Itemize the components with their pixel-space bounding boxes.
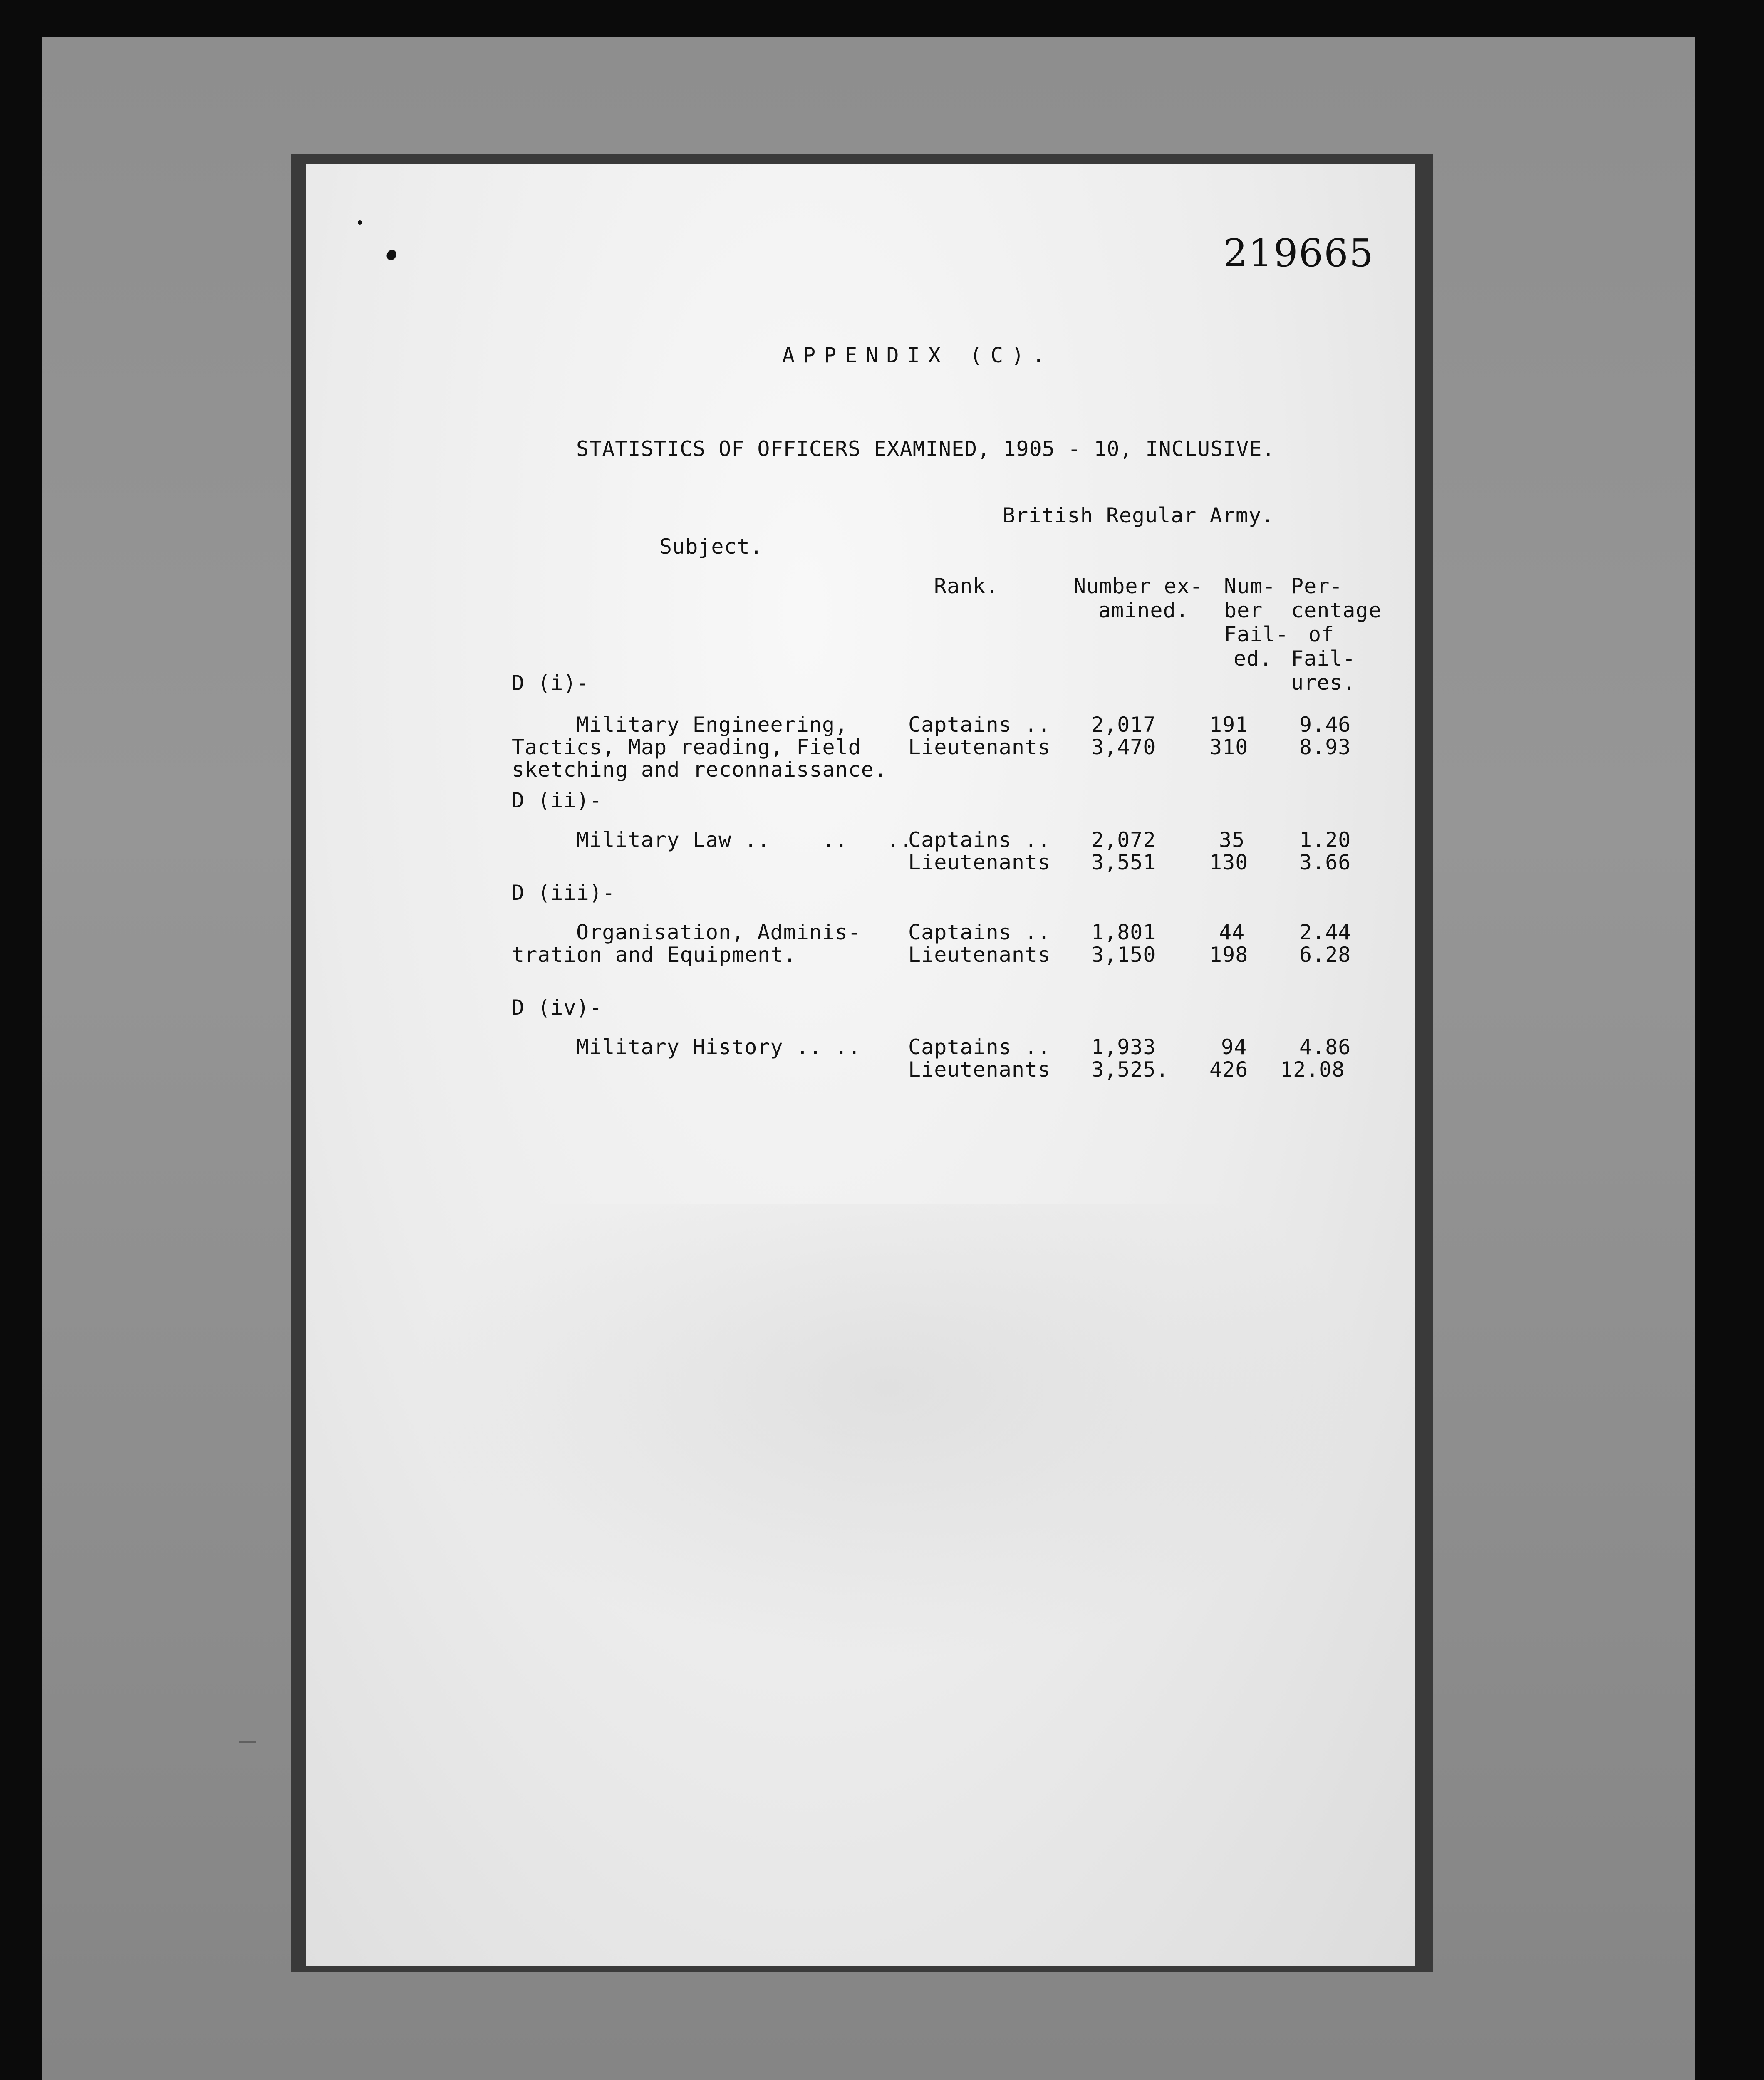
rank-cell: Lieutenants <box>908 850 1051 874</box>
document-number: 219665 <box>1223 231 1375 275</box>
subject-line: Military Law .. .. .. <box>576 828 913 852</box>
failed-cell: 191 <box>1209 713 1249 737</box>
section-label: D (iv)- <box>512 995 602 1020</box>
failed-cell: 310 <box>1209 735 1249 759</box>
subject-line: tration and Equipment. <box>512 943 797 967</box>
examined-cell: 2,017 <box>1091 713 1156 737</box>
examined-cell: 3,470 <box>1091 735 1156 759</box>
document-sheet <box>306 164 1415 1966</box>
army-label: British Regular Army. <box>1003 503 1275 527</box>
number-examined-header-line-1: Number ex- <box>1073 574 1203 598</box>
failed-cell: 198 <box>1209 943 1249 967</box>
percentage-cell: 4.86 <box>1299 1035 1351 1059</box>
section-label: D (ii)- <box>512 788 602 812</box>
number-failed-header-line-2: ber <box>1224 598 1263 622</box>
failed-cell: 130 <box>1209 850 1249 874</box>
examined-cell: 3,150 <box>1091 943 1156 967</box>
rank-cell: Lieutenants <box>908 943 1051 967</box>
film-speck <box>239 1741 256 1743</box>
percentage-cell: 9.46 <box>1299 713 1351 737</box>
failed-cell: 35 <box>1219 828 1245 852</box>
rank-column-header: Rank. <box>934 574 999 598</box>
examined-cell: 3,525. <box>1091 1057 1169 1082</box>
rank-cell: Captains .. <box>908 1035 1051 1059</box>
number-failed-header-line-4: ed. <box>1234 646 1273 671</box>
rank-cell: Lieutenants <box>908 735 1051 759</box>
percentage-cell: 12.08 <box>1280 1057 1345 1082</box>
failed-cell: 426 <box>1209 1057 1249 1082</box>
percentage-cell: 1.20 <box>1299 828 1351 852</box>
percentage-header-line-3: of <box>1308 622 1335 646</box>
film-speck <box>358 220 362 225</box>
percentage-cell: 8.93 <box>1299 735 1351 759</box>
rank-cell: Captains .. <box>908 920 1051 944</box>
examined-cell: 1,801 <box>1091 920 1156 944</box>
rank-cell: Captains .. <box>908 713 1051 737</box>
failed-cell: 94 <box>1221 1035 1247 1059</box>
percentage-cell: 3.66 <box>1299 850 1351 874</box>
percentage-header-line-4: Fail- <box>1291 646 1356 671</box>
appendix-title: APPENDIX (C). <box>782 343 1053 367</box>
statistics-title: STATISTICS OF OFFICERS EXAMINED, 1905 - 10, INCLUSIVE. <box>576 437 1275 461</box>
rank-cell: Lieutenants <box>908 1057 1051 1082</box>
number-failed-header-line-1: Num- <box>1224 574 1276 598</box>
subject-line: sketching and reconnaissance. <box>512 758 887 782</box>
percentage-header-line-2: centage <box>1291 598 1382 622</box>
examined-cell: 3,551 <box>1091 850 1156 874</box>
examined-cell: 2,072 <box>1091 828 1156 852</box>
percentage-cell: 6.28 <box>1299 943 1351 967</box>
number-failed-header-line-3: Fail- <box>1224 622 1289 646</box>
failed-cell: 44 <box>1219 920 1245 944</box>
subject-line: Tactics, Map reading, Field <box>512 735 861 759</box>
rank-cell: Captains .. <box>908 828 1051 852</box>
examined-cell: 1,933 <box>1091 1035 1156 1059</box>
section-label: D (i)- <box>512 671 590 695</box>
section-label: D (iii)- <box>512 881 615 905</box>
subject-line: Organisation, Adminis- <box>576 920 861 944</box>
subject-line: Military History .. .. <box>576 1035 861 1059</box>
subject-line: Military Engineering, <box>576 713 848 737</box>
subject-column-label: Subject. <box>659 535 763 559</box>
number-examined-header-line-2: amined. <box>1098 598 1189 622</box>
percentage-cell: 2.44 <box>1299 920 1351 944</box>
percentage-header-line-5: ures. <box>1291 671 1356 695</box>
percentage-header-line-1: Per- <box>1291 574 1343 598</box>
paper-stain <box>410 1204 1367 1662</box>
